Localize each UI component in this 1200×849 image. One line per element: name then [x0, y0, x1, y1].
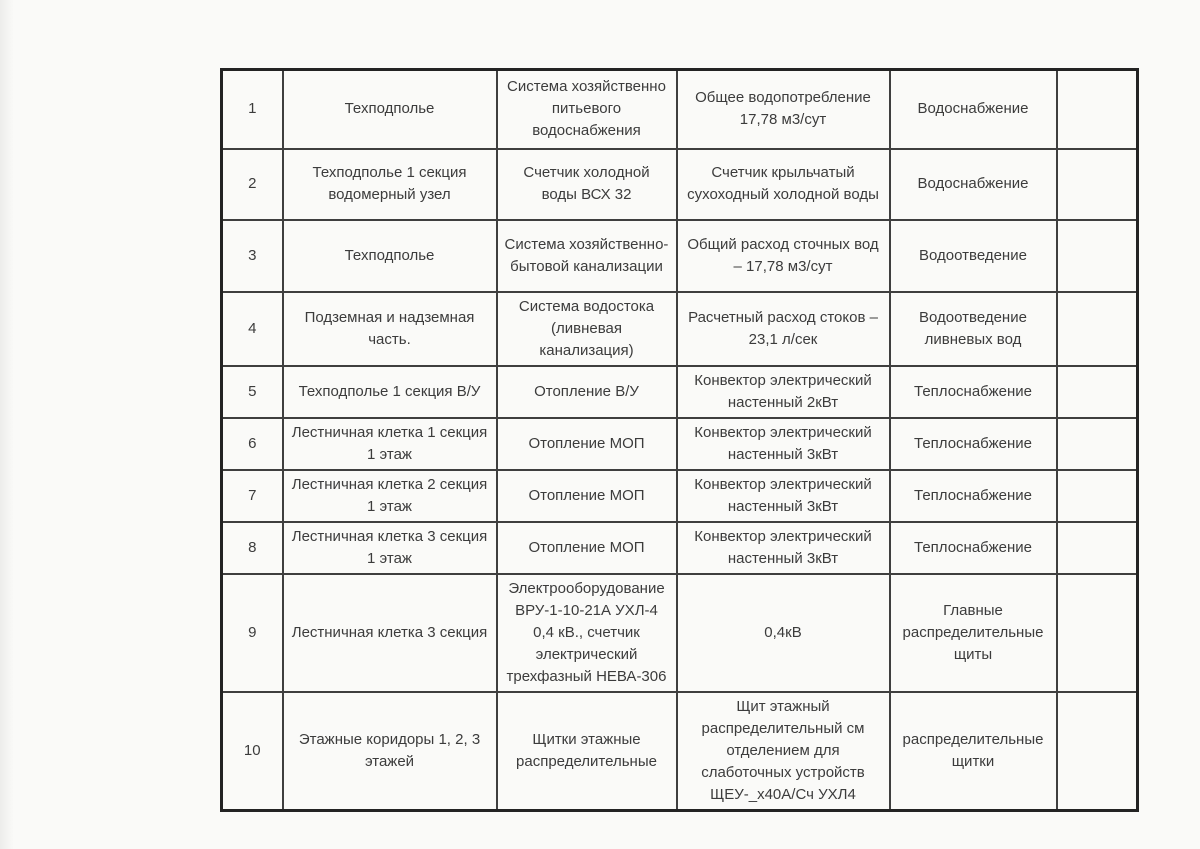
cell-category: Теплоснабжение: [890, 366, 1057, 418]
cell-location: Лестничная клетка 3 секция 1 этаж: [283, 522, 497, 574]
cell-system: Отопление МОП: [497, 418, 677, 470]
cell-note: [1057, 220, 1138, 292]
cell-category: Теплоснабжение: [890, 470, 1057, 522]
cell-system: Щитки этажные распределительные: [497, 692, 677, 811]
cell-row-number: 9: [222, 574, 283, 692]
table-row: [222, 292, 1138, 366]
cell-details: Расчетный расход стоков – 23,1 л/сек: [677, 292, 890, 366]
cell-row-number: 5: [222, 366, 283, 418]
cell-category: Теплоснабжение: [890, 418, 1057, 470]
cell-category: Водоснабжение: [890, 149, 1057, 220]
table-row: [222, 522, 1138, 574]
cell-system: Отопление МОП: [497, 470, 677, 522]
cell-note: [1057, 470, 1138, 522]
cell-system: Электрооборудование ВРУ-1-10-21А УХЛ-4 0,4 кВ., счетчик электрический трехфазный НЕВА-306: [497, 574, 677, 692]
cell-category: Водоснабжение: [890, 70, 1057, 149]
cell-location: Лестничная клетка 2 секция 1 этаж: [283, 470, 497, 522]
cell-row-number: 8: [222, 522, 283, 574]
table-row: [222, 470, 1138, 522]
cell-row-number: 10: [222, 692, 283, 811]
cell-row-number: 6: [222, 418, 283, 470]
scan-noise-edge: [0, 0, 14, 849]
cell-note: [1057, 574, 1138, 692]
cell-details: Конвектор электрический настенный 2кВт: [677, 366, 890, 418]
cell-system: Система хозяйственно-бытовой канализации: [497, 220, 677, 292]
cell-system: Отопление МОП: [497, 522, 677, 574]
cell-category: распределительные щитки: [890, 692, 1057, 811]
table-row: [222, 366, 1138, 418]
cell-note: [1057, 418, 1138, 470]
cell-category: Теплоснабжение: [890, 522, 1057, 574]
cell-details: Общий расход сточных вод – 17,78 м3/сут: [677, 220, 890, 292]
table-row: [222, 149, 1138, 220]
cell-note: [1057, 149, 1138, 220]
cell-note: [1057, 522, 1138, 574]
cell-system: Система водостока (ливневая канализация): [497, 292, 677, 366]
cell-category: Водоотведение: [890, 220, 1057, 292]
cell-location: Этажные коридоры 1, 2, 3 этажей: [283, 692, 497, 811]
cell-details: Конвектор электрический настенный 3кВт: [677, 418, 890, 470]
cell-note: [1057, 692, 1138, 811]
cell-row-number: 4: [222, 292, 283, 366]
table-row: [222, 418, 1138, 470]
cell-details: 0,4кВ: [677, 574, 890, 692]
cell-location: Техподполье: [283, 220, 497, 292]
cell-location: Техподполье 1 секция В/У: [283, 366, 497, 418]
cell-row-number: 3: [222, 220, 283, 292]
cell-note: [1057, 366, 1138, 418]
table-row: [222, 574, 1138, 692]
cell-row-number: 7: [222, 470, 283, 522]
cell-category: Главные распределительные щиты: [890, 574, 1057, 692]
cell-system: Счетчик холодной воды ВСХ 32: [497, 149, 677, 220]
cell-system: Отопление В/У: [497, 366, 677, 418]
cell-details: Конвектор электрический настенный 3кВт: [677, 522, 890, 574]
cell-location: Подземная и надземная часть.: [283, 292, 497, 366]
cell-row-number: 1: [222, 70, 283, 149]
cell-details: Конвектор электрический настенный 3кВт: [677, 470, 890, 522]
cell-details: Общее водопотребление 17,78 м3/сут: [677, 70, 890, 149]
equipment-table: [220, 68, 1139, 812]
cell-details: Щит этажный распределительный см отделением для слаботочных устройств ЩЕУ-_х40А/Сч УХЛ4: [677, 692, 890, 811]
cell-location: Техподполье 1 секция водомерный узел: [283, 149, 497, 220]
cell-row-number: 2: [222, 149, 283, 220]
cell-note: [1057, 70, 1138, 149]
cell-details: Счетчик крыльчатый сухоходный холодной воды: [677, 149, 890, 220]
cell-category: Водоотведение ливневых вод: [890, 292, 1057, 366]
cell-location: Техподполье: [283, 70, 497, 149]
cell-location: Лестничная клетка 3 секция: [283, 574, 497, 692]
cell-note: [1057, 292, 1138, 366]
cell-system: Система хозяйственно питьевого водоснабжения: [497, 70, 677, 149]
table-row: [222, 692, 1138, 811]
table-row: [222, 220, 1138, 292]
cell-location: Лестничная клетка 1 секция 1 этаж: [283, 418, 497, 470]
table-row: [222, 70, 1138, 149]
